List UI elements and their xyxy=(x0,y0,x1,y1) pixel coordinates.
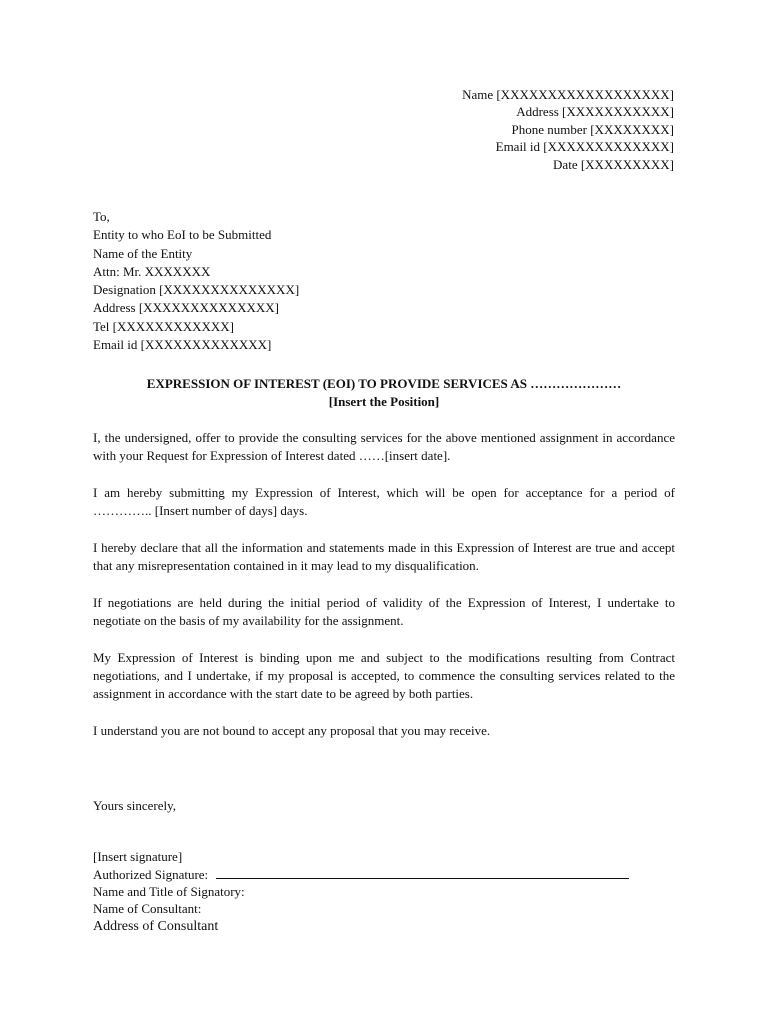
recipient-entity-line: Entity to who EoI to be Submitted xyxy=(93,227,272,243)
consultant-address-label: Address of Consultant xyxy=(93,919,219,934)
letter-heading xyxy=(93,375,675,411)
body-paragraph: If negotiations are held during the initial period of validity of the Expression of Interest, I undertake to negotiate on the basis of my availability for the assignment. xyxy=(93,594,675,628)
sender-email: Email id [XXXXXXXXXXXXX] xyxy=(495,139,674,155)
body-paragraph: I hereby declare that all the information and statements made in this Expression of Interest are true and accept that any misrepresentation contained in it may lead to my disqualification. xyxy=(93,539,675,574)
recipient-address: Address [XXXXXXXXXXXXXX] xyxy=(93,300,279,316)
sender-date: Date [XXXXXXXXX] xyxy=(553,156,674,172)
signature-line xyxy=(216,865,629,879)
body-paragraph: I am hereby submitting my Expression of Interest, which will be open for acceptance for a period of ………….. [Insert number of days] days. xyxy=(93,484,675,519)
recipient-designation: Designation [XXXXXXXXXXXXXX] xyxy=(93,282,300,298)
recipient-block xyxy=(93,208,299,354)
letter-body xyxy=(93,429,675,758)
insert-signature-label: [Insert signature] xyxy=(93,849,183,864)
heading-title: EXPRESSION OF INTEREST (EOI) TO PROVIDE SERVICES AS ………………… xyxy=(146,376,622,391)
sender-phone: Phone number [XXXXXXXX] xyxy=(511,121,674,137)
signature-block xyxy=(93,848,653,935)
sender-address: Address [XXXXXXXXXXX] xyxy=(516,104,674,120)
heading-subtitle: [Insert the Position] xyxy=(328,394,440,409)
closing-salutation: Yours sincerely, xyxy=(93,798,177,813)
sender-block xyxy=(462,86,674,173)
signatory-name-title-label: Name and Title of Signatory: xyxy=(93,884,245,899)
recipient-tel: Tel [XXXXXXXXXXXX] xyxy=(93,318,234,334)
authorized-signature-label: Authorized Signature: xyxy=(93,867,209,882)
sender-name: Name [XXXXXXXXXXXXXXXXXX] xyxy=(462,87,674,102)
recipient-email: Email id [XXXXXXXXXXXXX] xyxy=(93,337,272,353)
recipient-to: To, xyxy=(93,209,110,224)
body-paragraph: My Expression of Interest is binding upon me and subject to the modifications resulting from Contract negotiations, and I undertake, if my proposal is accepted, to commence the consulting services related to the assignment in accordance with the start date to be agreed by both parties. xyxy=(93,649,675,702)
body-paragraph: I understand you are not bound to accept any proposal that you may receive. xyxy=(93,722,491,738)
authorized-signature-row xyxy=(93,865,653,883)
body-paragraph: I, the undersigned, offer to provide the consulting services for the above mentioned assignment in accordance with your Request for Expression of Interest dated ……[insert date]. xyxy=(93,430,675,464)
closing-block xyxy=(93,797,176,815)
consultant-name-label: Name of Consultant: xyxy=(93,901,202,916)
recipient-attn: Attn: Mr. XXXXXXX xyxy=(93,263,211,279)
recipient-entity-name: Name of the Entity xyxy=(93,245,193,261)
